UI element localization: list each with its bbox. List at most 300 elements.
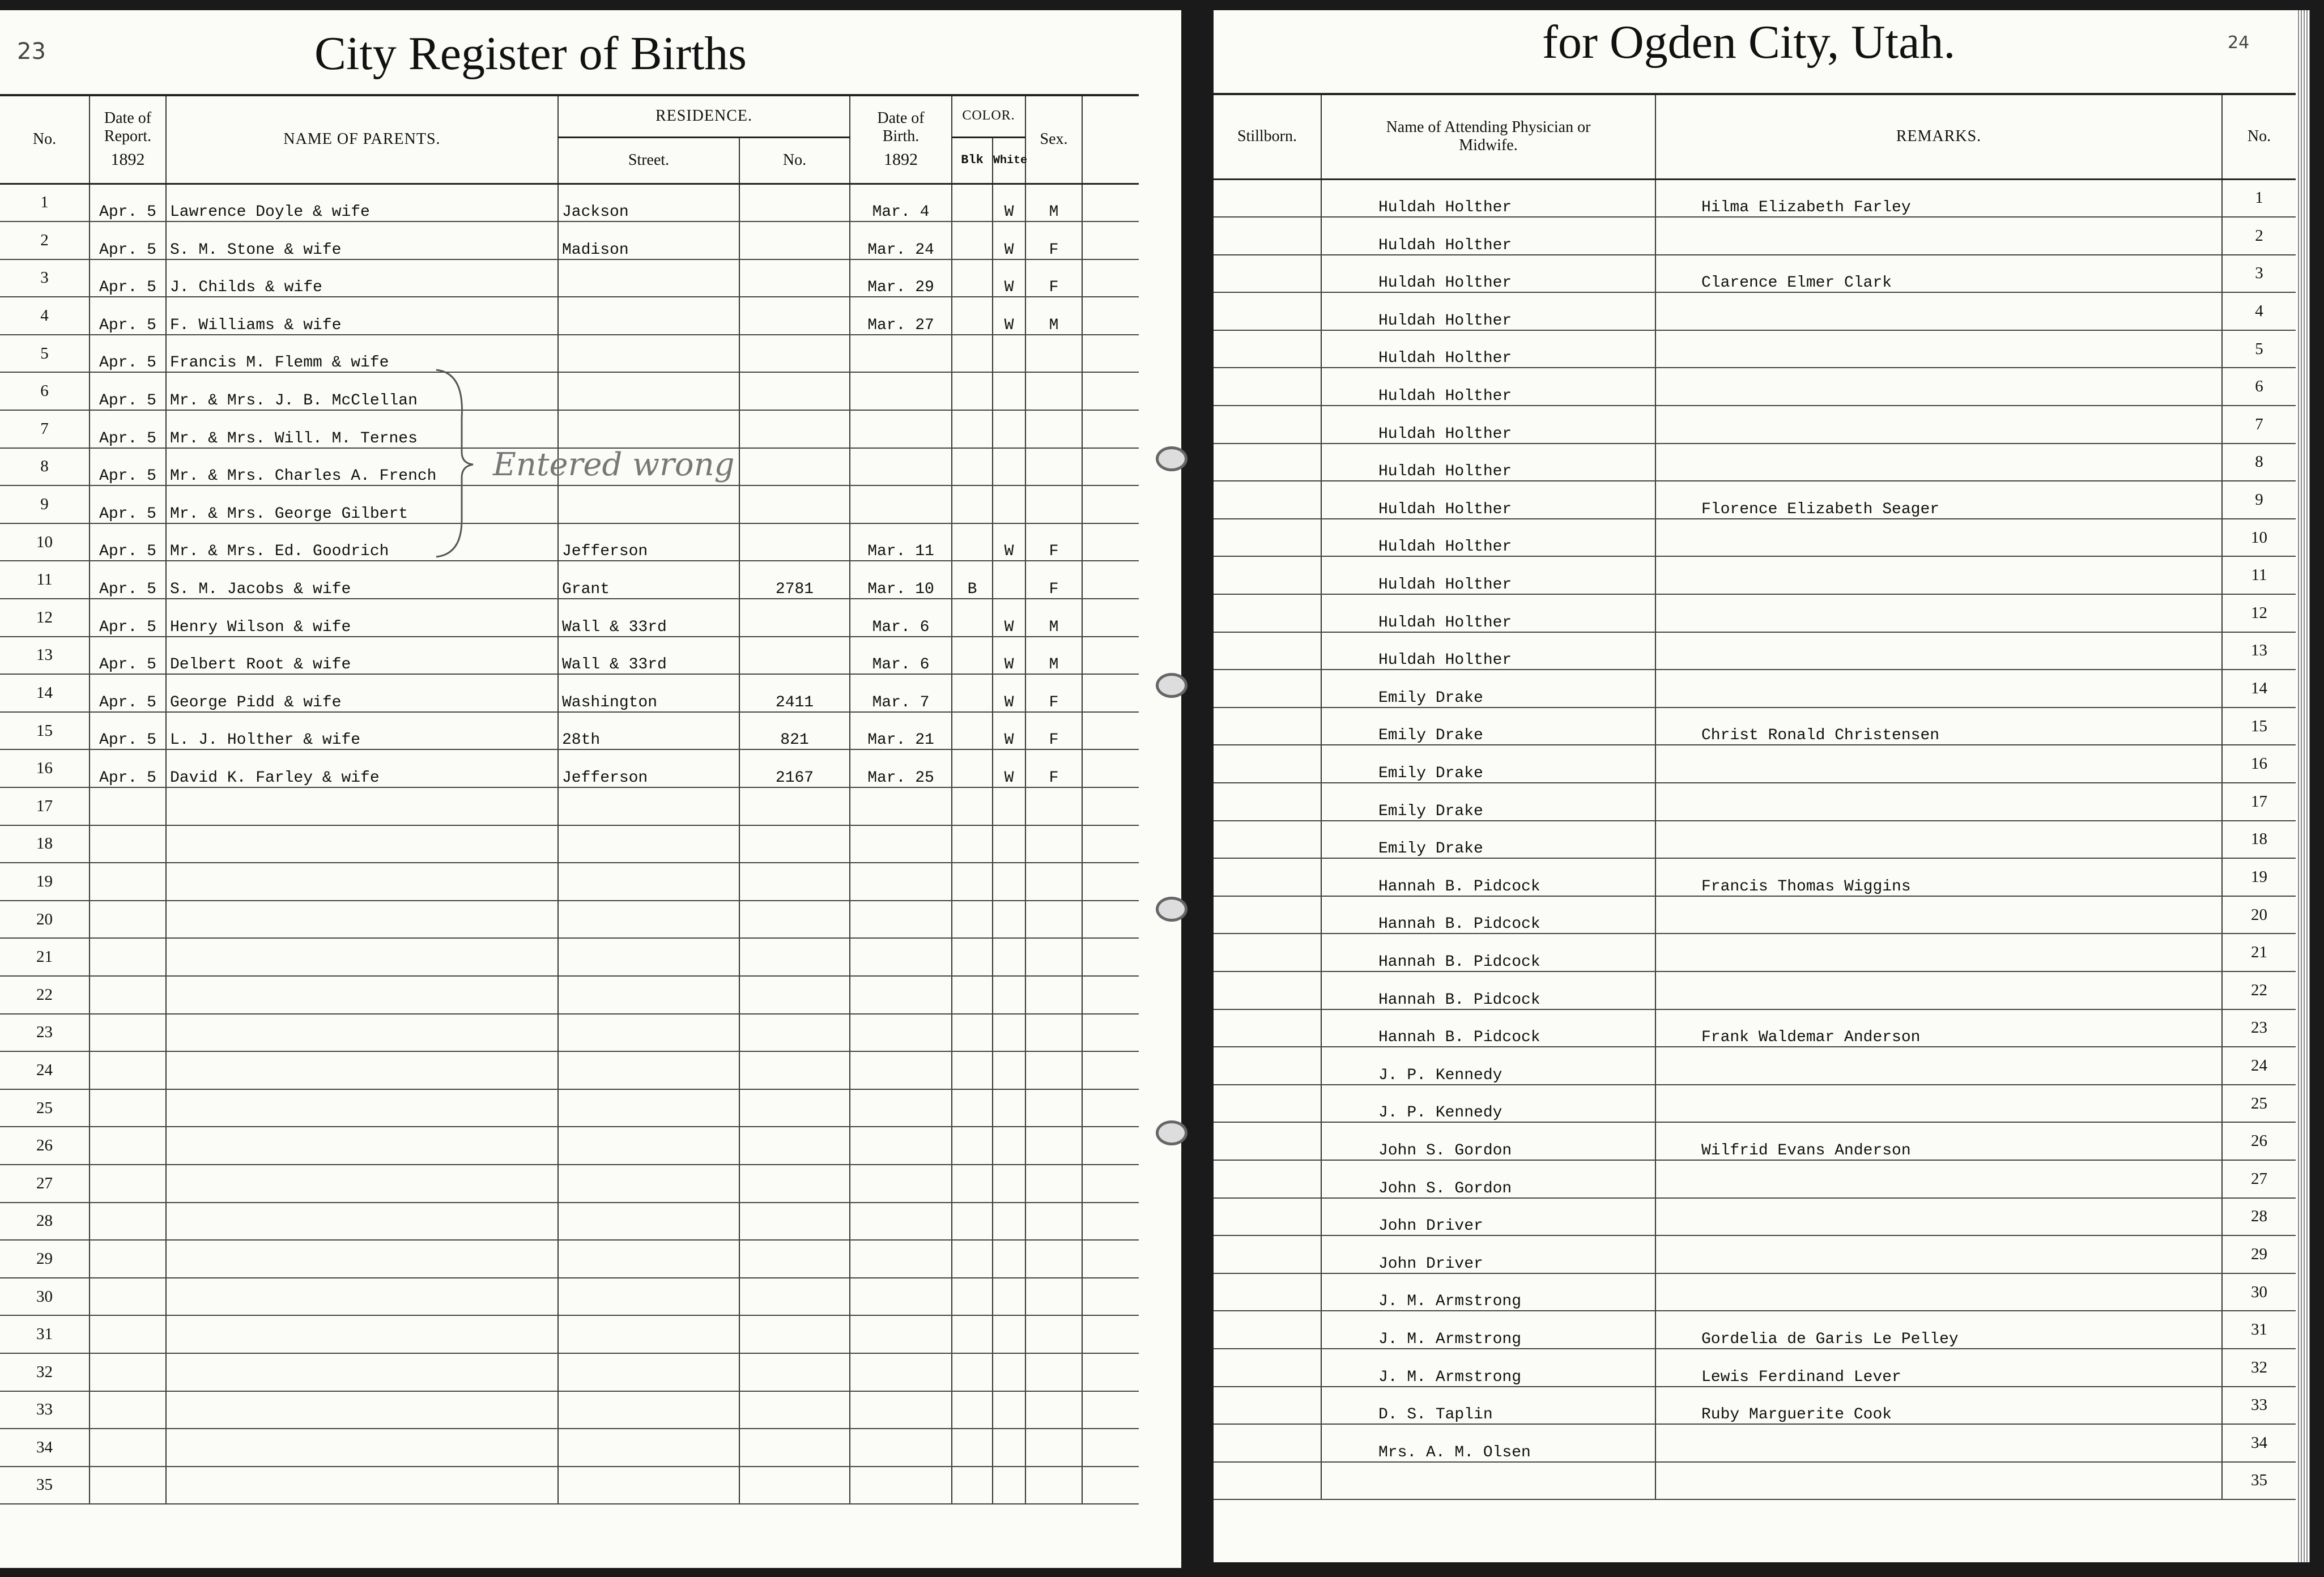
residence-street: [558, 259, 739, 297]
sex: [1025, 335, 1082, 373]
row-number: 34: [0, 1429, 90, 1467]
attending-physician: John S. Gordon: [1321, 1122, 1655, 1160]
table-row: [1214, 481, 2296, 519]
stillborn-cell: [1214, 821, 1321, 859]
table-row: [0, 561, 1139, 599]
color-white: [993, 1240, 1025, 1278]
attending-physician: Huldah Holther: [1321, 330, 1655, 368]
stillborn-cell: [1214, 971, 1321, 1009]
color-blk: [952, 787, 993, 825]
stillborn-cell: [1214, 1085, 1321, 1123]
row-number: 4: [0, 297, 90, 335]
stillborn-cell: [1214, 1462, 1321, 1500]
residence-number: [739, 1203, 850, 1241]
row-number: 23: [0, 1014, 90, 1052]
sex: M: [1025, 297, 1082, 335]
row-number-right: 32: [2222, 1349, 2296, 1387]
residence-number: [739, 599, 850, 637]
attending-physician: J. M. Armstrong: [1321, 1311, 1655, 1349]
date-of-birth: [850, 1089, 952, 1127]
residence-street: [558, 1203, 739, 1241]
color-blk: [952, 1315, 993, 1353]
row-number-right: 15: [2222, 707, 2296, 745]
color-white: [993, 1051, 1025, 1089]
color-blk: [952, 184, 993, 221]
sex: [1025, 1014, 1082, 1052]
sex: [1025, 901, 1082, 939]
table-row: [0, 1014, 1139, 1052]
date-of-report: [90, 1429, 166, 1467]
remarks-child-name: [1655, 1047, 2222, 1085]
row-number: 35: [0, 1467, 90, 1504]
color-blk: [952, 1127, 993, 1165]
table-row: [1214, 330, 2296, 368]
parents-name: Mr. & Mrs. Charles A. French: [166, 448, 558, 486]
row-number-right: 7: [2222, 406, 2296, 444]
table-row: [0, 901, 1139, 939]
sex: F: [1025, 221, 1082, 259]
row-number: 25: [0, 1089, 90, 1127]
row-number-right: 12: [2222, 594, 2296, 632]
row-number-right: 19: [2222, 858, 2296, 896]
remarks-child-name: [1655, 971, 2222, 1009]
residence-street: Grant: [558, 561, 739, 599]
date-of-report: [90, 976, 166, 1014]
parents-name: [166, 938, 558, 976]
header-street: Street.: [558, 137, 739, 184]
stillborn-cell: [1214, 1273, 1321, 1311]
sex: M: [1025, 637, 1082, 675]
date-of-report: [90, 1353, 166, 1391]
table-row: [1214, 971, 2296, 1009]
attending-physician: John S. Gordon: [1321, 1160, 1655, 1198]
residence-number: [739, 825, 850, 863]
residence-number: [739, 410, 850, 448]
remarks-child-name: [1655, 1085, 2222, 1123]
date-of-report: [90, 1391, 166, 1429]
color-blk: [952, 448, 993, 486]
row-number: 29: [0, 1240, 90, 1278]
sex: M: [1025, 599, 1082, 637]
color-white: [993, 825, 1025, 863]
residence-street: [558, 1051, 739, 1089]
color-white: [993, 1278, 1025, 1316]
remarks-child-name: Lewis Ferdinand Lever: [1655, 1349, 2222, 1387]
residence-street: [558, 1429, 739, 1467]
color-blk: [952, 410, 993, 448]
row-number-right: 21: [2222, 934, 2296, 971]
remarks-child-name: [1655, 745, 2222, 783]
table-row: [0, 1391, 1139, 1429]
residence-street: Jefferson: [558, 523, 739, 561]
parents-name: [166, 863, 558, 901]
color-blk: [952, 901, 993, 939]
row-number: 3: [0, 259, 90, 297]
residence-number: [739, 485, 850, 523]
row-number-right: 5: [2222, 330, 2296, 368]
parents-name: L. J. Holther & wife: [166, 712, 558, 750]
color-white: [993, 485, 1025, 523]
header-residence-no: No.: [739, 137, 850, 184]
stillborn-cell: [1214, 406, 1321, 444]
sex: [1025, 485, 1082, 523]
attending-physician: [1321, 1462, 1655, 1500]
residence-number: 821: [739, 712, 850, 750]
sex: [1025, 1391, 1082, 1429]
binder-hole: [1156, 1120, 1187, 1145]
color-blk: [952, 749, 993, 787]
parents-name: [166, 1127, 558, 1165]
parents-name: J. Childs & wife: [166, 259, 558, 297]
row-number-right: 27: [2222, 1160, 2296, 1198]
residence-street: [558, 938, 739, 976]
remarks-child-name: Francis Thomas Wiggins: [1655, 858, 2222, 896]
table-row: [1214, 1273, 2296, 1311]
row-number: 32: [0, 1353, 90, 1391]
color-blk: [952, 712, 993, 750]
sex: [1025, 410, 1082, 448]
color-blk: [952, 599, 993, 637]
parents-name: S. M. Jacobs & wife: [166, 561, 558, 599]
binder-hole: [1156, 897, 1187, 922]
date-of-birth: [850, 863, 952, 901]
parents-name: [166, 1165, 558, 1203]
date-of-birth: [850, 938, 952, 976]
date-of-birth: [850, 485, 952, 523]
table-row: [0, 335, 1139, 373]
residence-street: [558, 1278, 739, 1316]
row-number-right: 3: [2222, 255, 2296, 293]
residence-street: [558, 863, 739, 901]
remarks-child-name: [1655, 1235, 2222, 1273]
sex: [1025, 938, 1082, 976]
header-residence: RESIDENCE.: [558, 95, 850, 137]
date-of-birth: [850, 448, 952, 486]
row-number-right: 4: [2222, 292, 2296, 330]
date-of-birth: [850, 1353, 952, 1391]
residence-number: [739, 1240, 850, 1278]
register-title: City Register of Births: [314, 27, 747, 80]
attending-physician: Emily Drake: [1321, 670, 1655, 707]
residence-number: 2411: [739, 674, 850, 712]
table-row: [0, 372, 1139, 410]
row-number-right: 17: [2222, 783, 2296, 821]
remarks-child-name: Clarence Elmer Clark: [1655, 255, 2222, 293]
date-of-report: Apr. 5: [90, 335, 166, 373]
residence-number: [739, 1315, 850, 1353]
date-of-birth: [850, 901, 952, 939]
color-white: W: [993, 259, 1025, 297]
row-number-right: 9: [2222, 481, 2296, 519]
sex: [1025, 1467, 1082, 1504]
table-row: [0, 221, 1139, 259]
date-of-report: [90, 863, 166, 901]
residence-street: [558, 1391, 739, 1429]
date-of-birth: [850, 372, 952, 410]
color-white: W: [993, 749, 1025, 787]
header-blk: Blk: [952, 137, 993, 184]
handwritten-annotation: Entered wrong: [493, 446, 735, 483]
color-white: [993, 1429, 1025, 1467]
residence-street: Wall & 33rd: [558, 599, 739, 637]
row-number-right: 10: [2222, 519, 2296, 557]
date-of-report: [90, 938, 166, 976]
row-number: 2: [0, 221, 90, 259]
table-row: [0, 1353, 1139, 1391]
table-row: [1214, 858, 2296, 896]
row-number-right: 35: [2222, 1462, 2296, 1500]
date-of-birth: [850, 1429, 952, 1467]
attending-physician: Huldah Holther: [1321, 481, 1655, 519]
stillborn-cell: [1214, 745, 1321, 783]
color-white: [993, 787, 1025, 825]
stillborn-cell: [1214, 1349, 1321, 1387]
table-row: [0, 1127, 1139, 1165]
date-of-report: [90, 1467, 166, 1504]
color-blk: [952, 637, 993, 675]
color-blk: [952, 221, 993, 259]
color-white: W: [993, 712, 1025, 750]
date-of-report: [90, 901, 166, 939]
date-of-birth: Mar. 24: [850, 221, 952, 259]
table-row: [0, 1240, 1139, 1278]
color-white: [993, 938, 1025, 976]
color-white: [993, 410, 1025, 448]
sex: [1025, 1051, 1082, 1089]
attending-physician: Emily Drake: [1321, 745, 1655, 783]
table-row: [1214, 444, 2296, 481]
attending-physician: Hannah B. Pidcock: [1321, 1009, 1655, 1047]
color-white: [993, 1089, 1025, 1127]
color-white: [993, 448, 1025, 486]
table-row: [0, 749, 1139, 787]
attending-physician: John Driver: [1321, 1235, 1655, 1273]
color-blk: [952, 1353, 993, 1391]
row-number: 33: [0, 1391, 90, 1429]
row-number-right: 11: [2222, 556, 2296, 594]
parents-name: Lawrence Doyle & wife: [166, 184, 558, 221]
residence-street: [558, 1014, 739, 1052]
table-row: [0, 297, 1139, 335]
sex: [1025, 1127, 1082, 1165]
row-number-right: 25: [2222, 1085, 2296, 1123]
table-row: [0, 825, 1139, 863]
sex: [1025, 448, 1082, 486]
parents-name: Francis M. Flemm & wife: [166, 335, 558, 373]
residence-number: [739, 901, 850, 939]
residence-street: [558, 1127, 739, 1165]
residence-number: [739, 1278, 850, 1316]
date-of-birth: Mar. 6: [850, 599, 952, 637]
attending-physician: Huldah Holther: [1321, 444, 1655, 481]
color-white: [993, 372, 1025, 410]
row-number: 12: [0, 599, 90, 637]
residence-street: 28th: [558, 712, 739, 750]
parents-name: S. M. Stone & wife: [166, 221, 558, 259]
table-row: [0, 184, 1139, 221]
parents-name: [166, 1315, 558, 1353]
stillborn-cell: [1214, 1198, 1321, 1236]
sex: [1025, 1353, 1082, 1391]
row-number-right: 31: [2222, 1311, 2296, 1349]
attending-physician: Emily Drake: [1321, 707, 1655, 745]
date-of-birth: [850, 976, 952, 1014]
date-of-birth: [850, 335, 952, 373]
bracket-entered-wrong: [431, 367, 482, 560]
table-row: [1214, 1424, 2296, 1462]
date-of-report: Apr. 5: [90, 712, 166, 750]
table-row: [0, 1089, 1139, 1127]
parents-name: [166, 1203, 558, 1241]
stillborn-cell: [1214, 858, 1321, 896]
parents-name: F. Williams & wife: [166, 297, 558, 335]
color-blk: [952, 1278, 993, 1316]
color-blk: [952, 523, 993, 561]
remarks-child-name: Christ Ronald Christensen: [1655, 707, 2222, 745]
color-white: W: [993, 637, 1025, 675]
stillborn-cell: [1214, 292, 1321, 330]
table-row: [1214, 896, 2296, 934]
residence-number: [739, 1429, 850, 1467]
sex: [1025, 825, 1082, 863]
residence-number: [739, 976, 850, 1014]
date-of-report: Apr. 5: [90, 448, 166, 486]
residence-number: [739, 184, 850, 221]
color-white: [993, 1165, 1025, 1203]
color-white: [993, 1127, 1025, 1165]
table-row: [0, 976, 1139, 1014]
residence-number: [739, 448, 850, 486]
table-row: [0, 259, 1139, 297]
parents-name: [166, 1353, 558, 1391]
remarks-child-name: [1655, 594, 2222, 632]
color-blk: [952, 1240, 993, 1278]
row-number-right: 6: [2222, 368, 2296, 406]
table-row: [1214, 179, 2296, 217]
date-of-report: Apr. 5: [90, 297, 166, 335]
stillborn-cell: [1214, 783, 1321, 821]
residence-street: [558, 297, 739, 335]
stillborn-cell: [1214, 670, 1321, 707]
header-birth-year: 1892: [884, 150, 918, 169]
header-no-right: No.: [2222, 94, 2296, 179]
date-of-report: Apr. 5: [90, 674, 166, 712]
date-of-report: [90, 1165, 166, 1203]
table-row: [0, 1315, 1139, 1353]
attending-physician: Huldah Holther: [1321, 556, 1655, 594]
attending-physician: Huldah Holther: [1321, 255, 1655, 293]
stillborn-cell: [1214, 1122, 1321, 1160]
row-number: 5: [0, 335, 90, 373]
color-blk: [952, 825, 993, 863]
table-row: [0, 485, 1139, 523]
table-row: [0, 410, 1139, 448]
sex: [1025, 1429, 1082, 1467]
book-page-edge: [2296, 10, 2310, 1562]
parents-name: [166, 976, 558, 1014]
attending-physician: Huldah Holther: [1321, 217, 1655, 255]
residence-street: [558, 1089, 739, 1127]
date-of-report: Apr. 5: [90, 523, 166, 561]
remarks-child-name: [1655, 1462, 2222, 1500]
table-row: [1214, 255, 2296, 293]
residence-number: [739, 787, 850, 825]
residence-number: [739, 1127, 850, 1165]
attending-physician: Hannah B. Pidcock: [1321, 858, 1655, 896]
attending-physician: D. S. Taplin: [1321, 1387, 1655, 1425]
date-of-report: [90, 1315, 166, 1353]
residence-street: [558, 787, 739, 825]
color-white: [993, 901, 1025, 939]
date-of-birth: Mar. 4: [850, 184, 952, 221]
stillborn-cell: [1214, 217, 1321, 255]
table-row: [0, 637, 1139, 675]
color-white: [993, 976, 1025, 1014]
date-of-report: [90, 1203, 166, 1241]
color-white: [993, 1353, 1025, 1391]
left-register-rows: [0, 184, 1139, 1504]
attending-physician: Huldah Holther: [1321, 368, 1655, 406]
header-name-of-parents: NAME OF PARENTS.: [166, 95, 558, 184]
remarks-child-name: [1655, 821, 2222, 859]
remarks-child-name: [1655, 519, 2222, 557]
remarks-child-name: [1655, 368, 2222, 406]
date-of-birth: [850, 410, 952, 448]
remarks-child-name: Hilma Elizabeth Farley: [1655, 179, 2222, 217]
attending-physician: Huldah Holther: [1321, 594, 1655, 632]
table-row: [1214, 934, 2296, 971]
sex: F: [1025, 523, 1082, 561]
table-row: [1214, 1122, 2296, 1160]
row-number: 20: [0, 901, 90, 939]
residence-street: Madison: [558, 221, 739, 259]
date-of-birth: [850, 1391, 952, 1429]
row-number: 18: [0, 825, 90, 863]
color-white: [993, 863, 1025, 901]
sex: F: [1025, 749, 1082, 787]
row-number-right: 34: [2222, 1424, 2296, 1462]
attending-physician: Hannah B. Pidcock: [1321, 896, 1655, 934]
date-of-birth: [850, 1315, 952, 1353]
date-of-report: [90, 1089, 166, 1127]
date-of-report: [90, 1127, 166, 1165]
date-of-report: Apr. 5: [90, 372, 166, 410]
date-of-report: [90, 1240, 166, 1278]
row-number-right: 22: [2222, 971, 2296, 1009]
sex: F: [1025, 561, 1082, 599]
stillborn-cell: [1214, 481, 1321, 519]
table-row: [1214, 1311, 2296, 1349]
residence-street: Jackson: [558, 184, 739, 221]
row-number: 21: [0, 938, 90, 976]
color-blk: [952, 976, 993, 1014]
date-of-birth: [850, 1014, 952, 1052]
stillborn-cell: [1214, 632, 1321, 670]
color-white: [993, 335, 1025, 373]
sex: [1025, 1240, 1082, 1278]
residence-number: [739, 1089, 850, 1127]
attending-physician: Emily Drake: [1321, 783, 1655, 821]
table-row: [1214, 632, 2296, 670]
table-row: [1214, 1462, 2296, 1500]
stillborn-cell: [1214, 934, 1321, 971]
sex: [1025, 863, 1082, 901]
color-white: [993, 1315, 1025, 1353]
register-title-continued: for Ogden City, Utah.: [1542, 16, 1956, 69]
date-of-birth: [850, 1051, 952, 1089]
table-row: [0, 863, 1139, 901]
stillborn-cell: [1214, 1311, 1321, 1349]
